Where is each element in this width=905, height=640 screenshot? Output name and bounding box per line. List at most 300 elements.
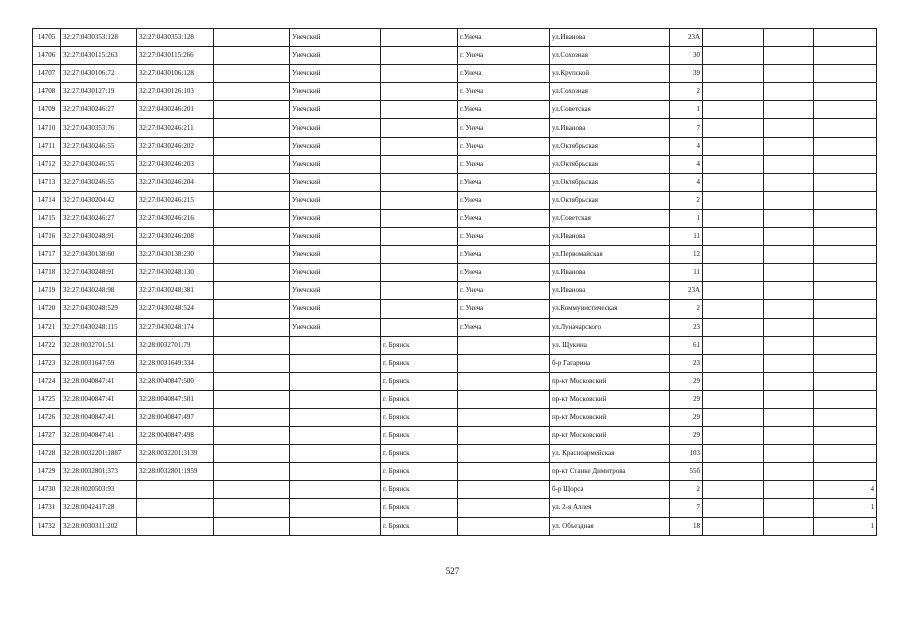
table-cell [703,65,764,83]
table-cell [381,300,458,318]
table-cell: г. Брянск [381,427,458,445]
table-cell: 14705 [33,29,61,47]
table-cell: г. Брянск [381,390,458,408]
table-cell [764,155,814,173]
table-cell [214,336,290,354]
table-cell: г.Унеча [458,173,550,191]
table-cell [214,228,290,246]
table-cell: 32:28:0032701:51 [61,336,137,354]
table-cell [381,191,458,209]
table-cell [458,427,550,445]
table-cell [214,427,290,445]
table-cell: г. Брянск [381,499,458,517]
table-cell: г. Унеча [458,47,550,65]
table-cell [703,119,764,137]
table-cell [214,83,290,101]
table-cell: 14706 [33,47,61,65]
table-cell: г.Унеча [458,29,550,47]
table-cell [764,119,814,137]
table-cell: г. Унеча [458,155,550,173]
table-cell: ул.Иванова [550,29,670,47]
table-cell: Унечский [290,83,381,101]
table-cell [764,29,814,47]
table-cell: ул.Иванова [550,119,670,137]
table-cell: 7 [670,499,703,517]
table-cell: ул.Сохозная [550,47,670,65]
table-cell [137,481,214,499]
table-cell [764,390,814,408]
table-cell: Унечский [290,29,381,47]
table-cell: 14731 [33,499,61,517]
table-cell [703,173,764,191]
table-cell: 32:27:0430246:202 [137,137,214,155]
table-cell: Унечский [290,65,381,83]
table-cell: 32:28:0030311:202 [61,517,137,535]
table-cell: 32:27:0430246:55 [61,155,137,173]
table-cell [703,155,764,173]
table-cell: Унечский [290,209,381,227]
table-cell [381,264,458,282]
table-cell: г. Брянск [381,481,458,499]
table-cell [381,228,458,246]
table-row [33,47,877,65]
table-cell [703,228,764,246]
table-cell: 4 [670,155,703,173]
table-cell [764,282,814,300]
table-cell [814,191,877,209]
table-cell [764,101,814,119]
table-cell [814,427,877,445]
table-cell [814,119,877,137]
table-cell [458,390,550,408]
table-cell: 2 [670,191,703,209]
table-cell [703,517,764,535]
table-cell [814,463,877,481]
table-cell: г. Унеча [458,282,550,300]
table-cell [703,264,764,282]
table-cell [764,264,814,282]
table-cell: 14711 [33,137,61,155]
table-cell: 14724 [33,372,61,390]
table-cell: г.Унеча [458,191,550,209]
table-cell [814,445,877,463]
table-cell: пр-кт Московский [550,390,670,408]
table-cell: 1 [814,517,877,535]
table-row [33,119,877,137]
table-cell: пр-кт Станке Димитрова [550,463,670,481]
table-cell [290,372,381,390]
table-cell: 14716 [33,228,61,246]
table-cell [764,408,814,426]
table-cell [458,499,550,517]
table-cell: 32:27:0430138:230 [137,246,214,264]
table-cell: ул.Октябрьская [550,155,670,173]
table-cell: 14710 [33,119,61,137]
table-cell: г. Брянск [381,517,458,535]
table-cell: 32:27:0430106:72 [61,65,137,83]
table-row [33,137,877,155]
table-cell: 32:27:0430248:381 [137,282,214,300]
table-cell: 14713 [33,173,61,191]
table-cell [814,246,877,264]
table-cell [703,372,764,390]
table-row [33,155,877,173]
table-cell: 32:27:0430246:55 [61,173,137,191]
table-cell: 11 [670,228,703,246]
table-cell [214,137,290,155]
table-cell [381,65,458,83]
table-cell: б-р Щорса [550,481,670,499]
table-cell: 32:28:0032201:3139 [137,445,214,463]
table-cell [814,372,877,390]
table-cell [381,155,458,173]
table-row [33,499,877,517]
table-cell: 32:27:0430246:215 [137,191,214,209]
table-cell: 32:28:0032801:1959 [137,463,214,481]
table-cell [214,282,290,300]
table-row [33,191,877,209]
table-cell [703,408,764,426]
table-cell [703,47,764,65]
table-cell: 14715 [33,209,61,227]
table-cell [764,47,814,65]
table-cell: 23 [670,354,703,372]
table-cell: 32:27:0430248:91 [61,228,137,246]
table-row [33,83,877,101]
table-cell: Унечский [290,101,381,119]
table-cell: Унечский [290,119,381,137]
table-cell: б-р Гагарина [550,354,670,372]
table-cell [458,408,550,426]
table-cell: 18 [670,517,703,535]
table-cell: 14717 [33,246,61,264]
table-cell [458,336,550,354]
table-cell: г. Брянск [381,463,458,481]
table-cell [290,408,381,426]
table-cell [703,209,764,227]
table-cell: 2 [670,83,703,101]
table-cell: 32:27:0430115:263 [61,47,137,65]
table-cell: 32:27:0430248:115 [61,318,137,336]
table-cell [814,137,877,155]
table-cell: 32:27:0430248:98 [61,282,137,300]
table-cell: г. Брянск [381,372,458,390]
table-cell [381,47,458,65]
table-cell: г.Унеча [458,246,550,264]
table-cell [703,445,764,463]
table-cell: ул.Сохозная [550,83,670,101]
table-cell: ул.Первомайская [550,246,670,264]
table-cell [814,228,877,246]
table-cell [381,282,458,300]
table-cell [703,481,764,499]
table-cell [703,246,764,264]
table-body [33,29,877,536]
table-cell: 14709 [33,101,61,119]
table-cell [214,390,290,408]
table-cell: 14720 [33,300,61,318]
table-cell [814,29,877,47]
table-cell: 32:27:0430246:216 [137,209,214,227]
table-cell [814,282,877,300]
table-cell: г.Унеча [458,65,550,83]
table-cell: 32:27:0430246:55 [61,137,137,155]
table-cell [381,173,458,191]
table-cell: 32:27:0430353:76 [61,119,137,137]
table-cell: 32:27:0430248:524 [137,300,214,318]
table-cell [764,65,814,83]
table-cell: 23А [670,282,703,300]
table-cell [814,318,877,336]
table-row [33,228,877,246]
table-row [33,65,877,83]
table-cell: 14728 [33,445,61,463]
table-cell [214,408,290,426]
table-cell: 14708 [33,83,61,101]
table-cell: 32:28:0040847:498 [137,427,214,445]
table-cell [764,191,814,209]
table-cell [814,354,877,372]
table-cell: 32:27:0430246:27 [61,209,137,227]
table-cell: ул. Щукина [550,336,670,354]
table-cell [381,318,458,336]
table-cell [214,101,290,119]
table-cell [214,155,290,173]
table-row [33,463,877,481]
table-cell: 1 [814,499,877,517]
table-cell [814,83,877,101]
table-row [33,318,877,336]
table-cell [290,499,381,517]
table-cell: 32:28:0040847:41 [61,408,137,426]
table-cell: 32:28:0040847:500 [137,372,214,390]
table-row [33,517,877,535]
table-cell: г.Унеча [458,209,550,227]
table-cell: ул. Красноармейская [550,445,670,463]
table-cell: 4 [670,173,703,191]
table-cell: 32:28:0032701:79 [137,336,214,354]
table-cell: 32:27:0430248:130 [137,264,214,282]
table-cell: 32:27:0430246:208 [137,228,214,246]
table-cell [214,499,290,517]
table-row [33,408,877,426]
table-cell [458,372,550,390]
table-cell: 14714 [33,191,61,209]
table-cell: 32:27:0430246:211 [137,119,214,137]
table-cell [381,246,458,264]
table-cell [214,209,290,227]
table-row [33,427,877,445]
table-cell [703,354,764,372]
table-cell [458,354,550,372]
table-cell [814,65,877,83]
table-cell: 14730 [33,481,61,499]
table-cell: ул.Советская [550,101,670,119]
table-cell: 14729 [33,463,61,481]
table-cell [290,445,381,463]
table-cell: пр-кт Московский [550,372,670,390]
table-cell: 32:28:0040847:41 [61,427,137,445]
table-cell [764,463,814,481]
table-row [33,390,877,408]
table-cell [814,47,877,65]
table-cell: 32:27:0430115:266 [137,47,214,65]
table-cell: 14712 [33,155,61,173]
table-cell [814,408,877,426]
table-cell [290,481,381,499]
table-row [33,101,877,119]
table-cell: 4 [814,481,877,499]
table-cell: 14721 [33,318,61,336]
table-cell: ул.Октябрьская [550,173,670,191]
table-cell [214,191,290,209]
table-cell: 14722 [33,336,61,354]
table-cell: г. Унеча [458,119,550,137]
table-cell: г. Брянск [381,445,458,463]
table-cell: 12 [670,246,703,264]
table-cell [214,300,290,318]
table-cell [814,209,877,227]
table-cell [290,517,381,535]
table-row [33,336,877,354]
table-cell: г. Брянск [381,408,458,426]
table-cell: 32:28:0040847:497 [137,408,214,426]
table-cell: 32:27:0430353:128 [137,29,214,47]
table-cell [214,264,290,282]
table-cell [703,300,764,318]
table-cell [814,173,877,191]
table-cell: Унечский [290,300,381,318]
table-cell: 14725 [33,390,61,408]
table-cell: ул.Коммунистическая [550,300,670,318]
table-cell: 32:28:0032801:373 [61,463,137,481]
table-cell [703,463,764,481]
table-cell [764,354,814,372]
table-cell: Унечский [290,264,381,282]
table-cell: пр-кт Московский [550,408,670,426]
table-cell: 32:27:0430204:42 [61,191,137,209]
table-cell [764,318,814,336]
table-cell: 32:27:0430246:204 [137,173,214,191]
table-cell [764,173,814,191]
table-cell: 32:27:0430126:103 [137,83,214,101]
table-cell [214,246,290,264]
table-cell: Унечский [290,228,381,246]
table-cell: Унечский [290,282,381,300]
table-cell: г. Унеча [458,137,550,155]
table-cell: 32:27:0430106:128 [137,65,214,83]
table-cell: 103 [670,445,703,463]
table-cell [814,390,877,408]
table-cell: 29 [670,408,703,426]
table-cell [703,336,764,354]
table-cell: 29 [670,390,703,408]
table-cell [764,481,814,499]
table-cell [764,499,814,517]
table-row [33,481,877,499]
table-cell: г.Унеча [458,101,550,119]
table-cell: Унечский [290,173,381,191]
table-cell: ул.Крупской [550,65,670,83]
table-cell: ул. Объездная [550,517,670,535]
table-cell [214,119,290,137]
table-cell [814,155,877,173]
table-cell [381,137,458,155]
table-cell: г.Унеча [458,318,550,336]
table-cell: 30 [670,47,703,65]
table-cell [764,427,814,445]
table-cell: ул.Луначарского [550,318,670,336]
table-cell [764,228,814,246]
table-cell: 39 [670,65,703,83]
table-cell [458,481,550,499]
table-cell [290,427,381,445]
table-cell: ул. 2-я Аллея [550,499,670,517]
table-cell [137,499,214,517]
table-cell: Унечский [290,191,381,209]
table-cell [703,390,764,408]
table-cell [290,463,381,481]
table-cell [290,336,381,354]
table-cell [214,445,290,463]
table-cell: 23 [670,318,703,336]
table-cell: Унечский [290,137,381,155]
table-cell: 61 [670,336,703,354]
table-cell: 32:28:0040847:501 [137,390,214,408]
table-cell: пр-кт Московский [550,427,670,445]
table-cell: 32:28:0032201:1887 [61,445,137,463]
table-cell [290,354,381,372]
table-cell: г. Брянск [381,336,458,354]
table-cell: ул.Октябрьская [550,137,670,155]
table-cell [703,427,764,445]
table-row [33,300,877,318]
page-number: 527 [445,566,460,576]
table-cell [764,445,814,463]
table-cell: 14732 [33,517,61,535]
table-cell [703,318,764,336]
table-cell: 32:27:0430246:201 [137,101,214,119]
table-cell [381,119,458,137]
table-cell: 32:27:0430127:19 [61,83,137,101]
table-cell [214,463,290,481]
table-cell [214,173,290,191]
table-cell [214,354,290,372]
table-row [33,282,877,300]
table-cell: 14718 [33,264,61,282]
table-cell: 32:27:0430248:91 [61,264,137,282]
table-cell [814,336,877,354]
table-cell: г. Брянск [381,354,458,372]
table-cell: Унечский [290,155,381,173]
table-cell: 32:27:0430353:128 [61,29,137,47]
table-cell: 14726 [33,408,61,426]
table-cell [137,517,214,535]
table-row [33,173,877,191]
table-cell: 7 [670,119,703,137]
table-cell [381,83,458,101]
table-cell: 14707 [33,65,61,83]
table-cell [214,29,290,47]
table-cell: ул.Иванова [550,228,670,246]
table-cell: ул.Иванова [550,282,670,300]
table-cell: ул.Советская [550,209,670,227]
table-cell: 14719 [33,282,61,300]
table-cell: 23А [670,29,703,47]
table-cell: 14727 [33,427,61,445]
table-cell [214,47,290,65]
table-cell: 32:27:0430246:27 [61,101,137,119]
